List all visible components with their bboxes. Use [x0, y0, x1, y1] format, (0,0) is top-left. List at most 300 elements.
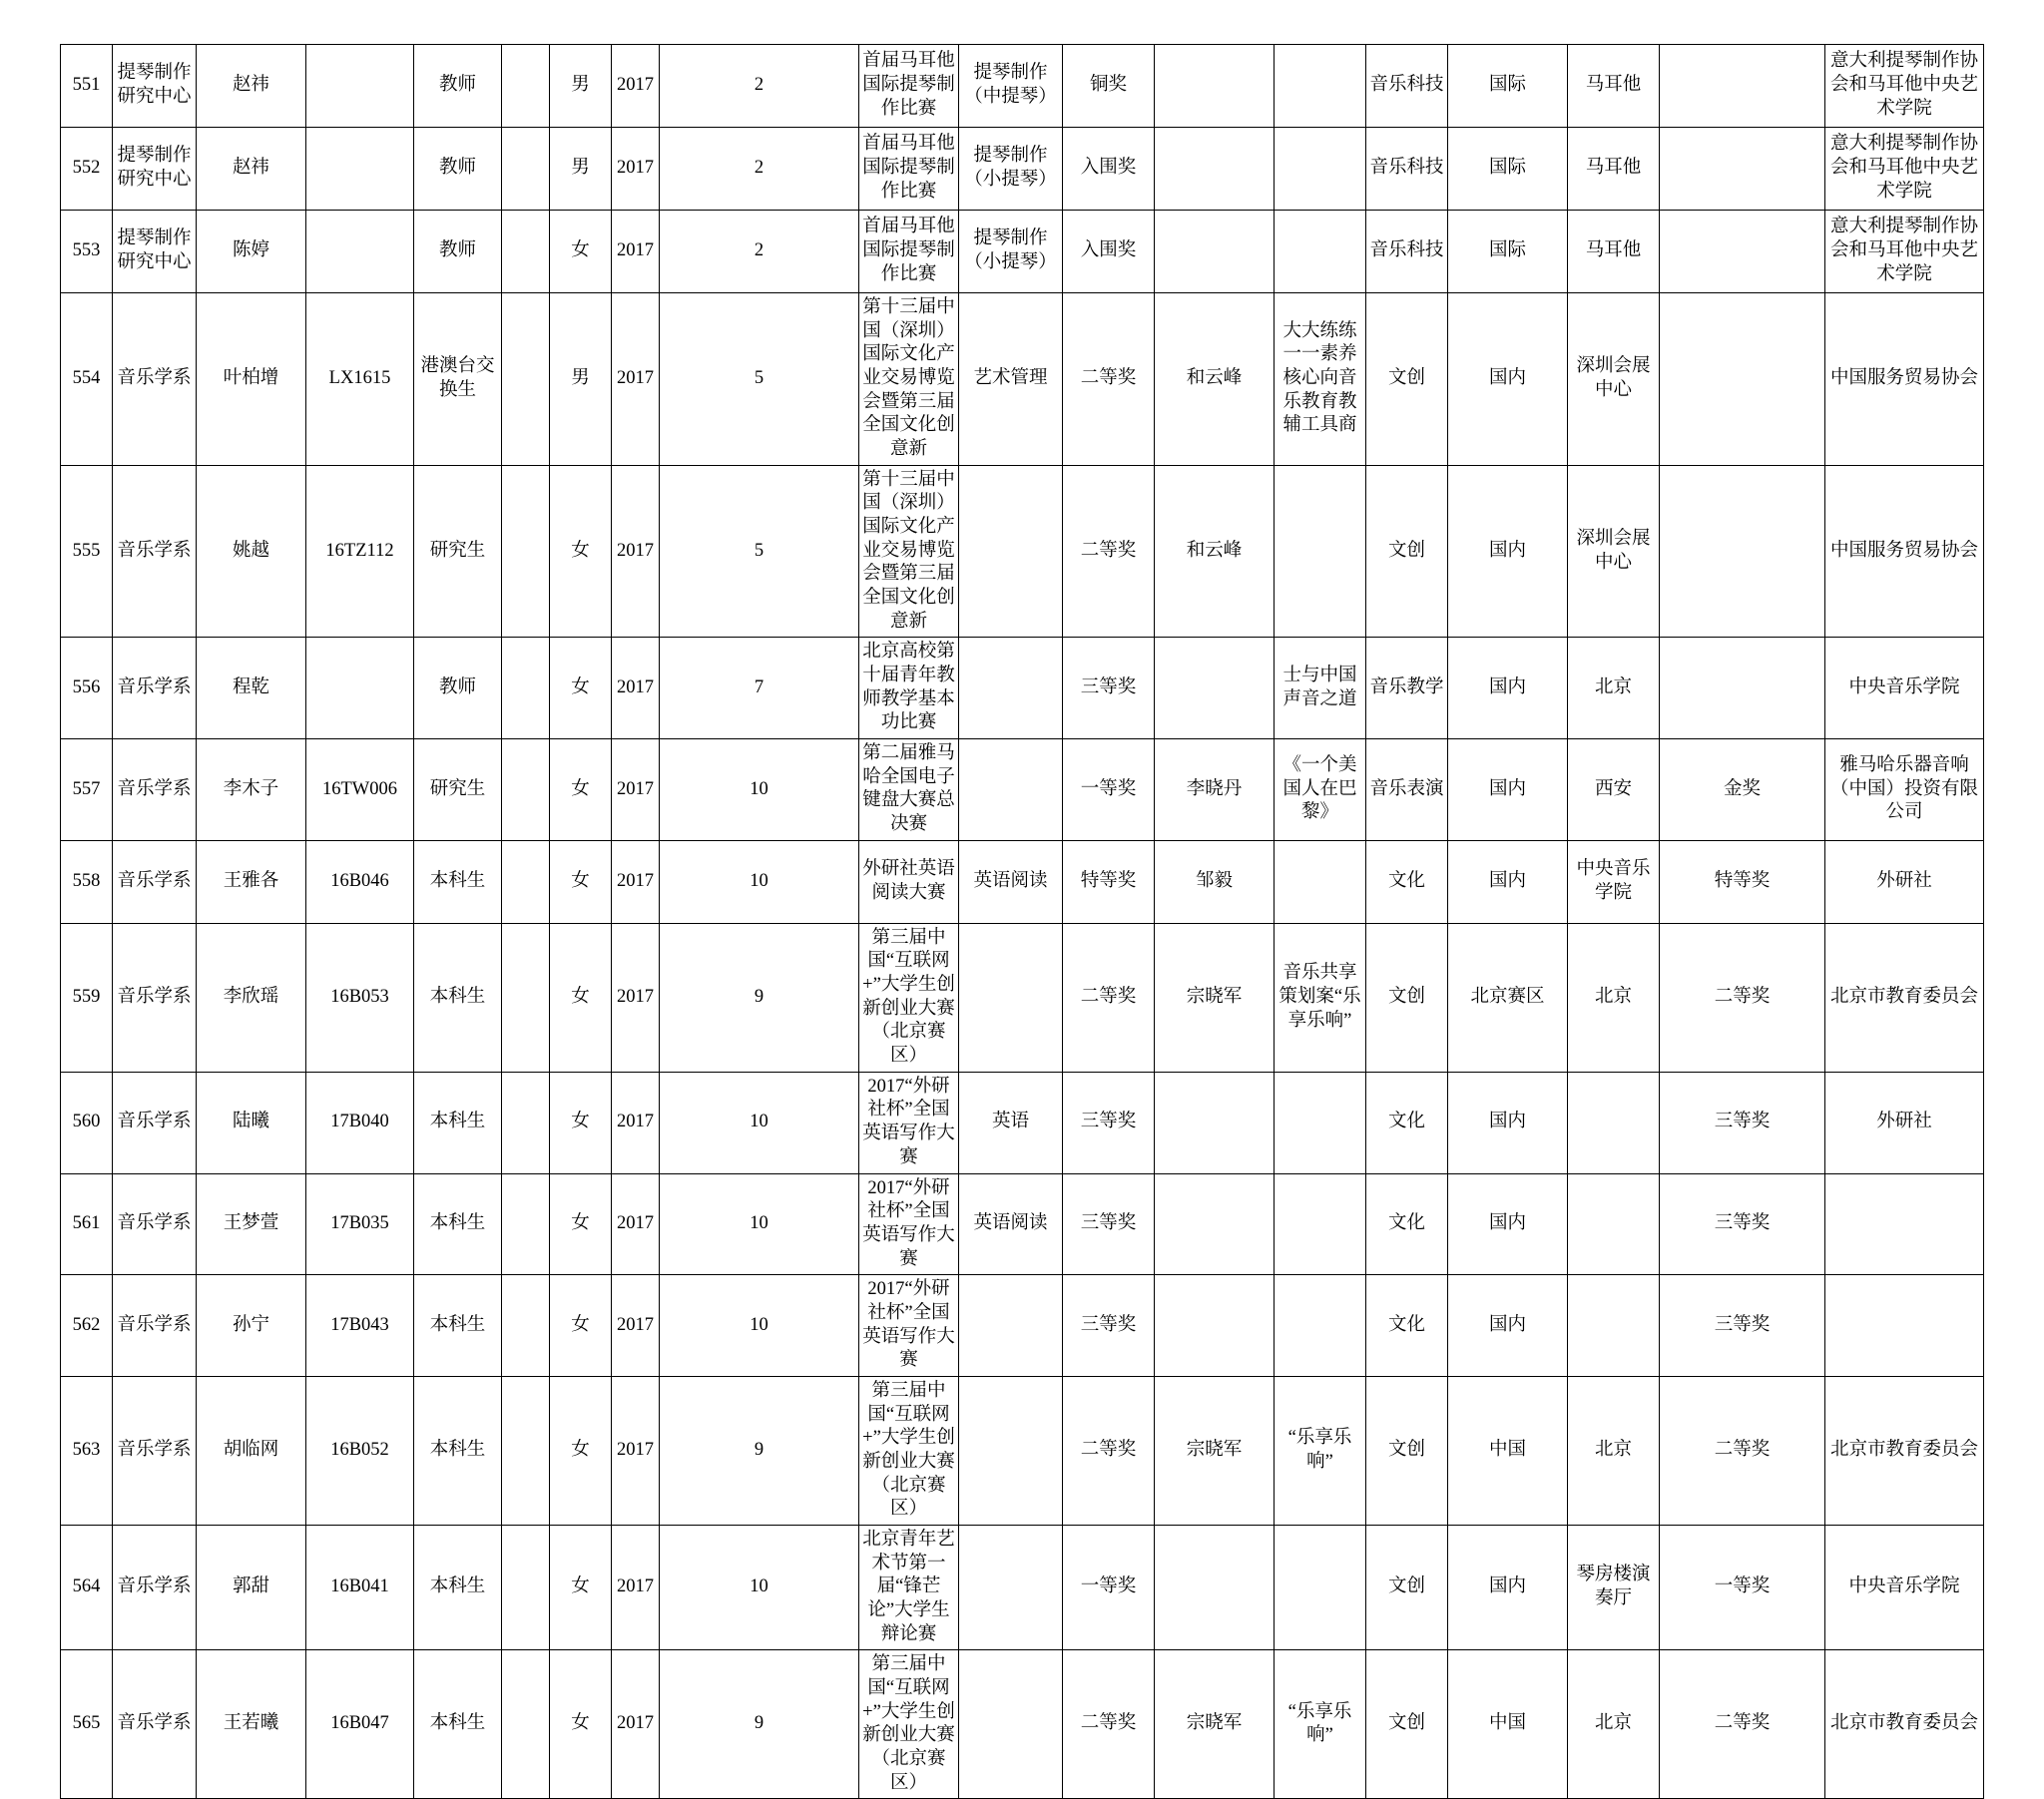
cell-month: 9	[660, 923, 859, 1072]
cell-work	[1275, 1072, 1366, 1173]
cell-identity: 教师	[414, 45, 502, 128]
cell-level: 二等奖	[1063, 1650, 1155, 1799]
cell-year: 2017	[612, 1173, 660, 1275]
cell-host: 意大利提琴制作协会和马耳他中央艺术学院	[1825, 128, 1984, 211]
cell-teacher: 和云峰	[1155, 293, 1275, 466]
cell-level: 二等奖	[1063, 465, 1155, 638]
table-row	[61, 923, 1984, 1072]
cell-no: 555	[61, 465, 113, 638]
cell-sid	[306, 128, 414, 211]
table-row	[61, 1072, 1984, 1173]
cell-gender: 女	[550, 211, 612, 293]
cell-level: 特等奖	[1063, 840, 1155, 923]
cell-work	[1275, 1173, 1366, 1275]
cell-prize: 三等奖	[1660, 1275, 1825, 1377]
cell-host: 外研社	[1825, 840, 1984, 923]
cell-month: 2	[660, 45, 859, 128]
cell-month: 10	[660, 739, 859, 841]
cell-scope: 中国	[1448, 1650, 1568, 1799]
cell-place: 马耳他	[1568, 128, 1660, 211]
cell-item	[959, 1376, 1063, 1525]
cell-prize	[1660, 465, 1825, 638]
cell-month: 10	[660, 1173, 859, 1275]
cell-month: 2	[660, 211, 859, 293]
cell-category: 文创	[1366, 923, 1448, 1072]
cell-contest: 北京高校第十届青年教师教学基本功比赛	[859, 638, 959, 739]
cell-category: 音乐教学	[1366, 638, 1448, 739]
cell-teacher: 宗晓军	[1155, 1376, 1275, 1525]
cell-category: 文创	[1366, 1376, 1448, 1525]
cell-sid: 17B040	[306, 1072, 414, 1173]
cell-scope: 北京赛区	[1448, 923, 1568, 1072]
cell-teacher: 和云峰	[1155, 465, 1275, 638]
cell-no: 557	[61, 739, 113, 841]
table-row	[61, 128, 1984, 211]
cell-gender: 女	[550, 1275, 612, 1377]
cell-scope: 国内	[1448, 1173, 1568, 1275]
cell-work: 《一个美国人在巴黎》	[1275, 739, 1366, 841]
cell-host: 中央音乐学院	[1825, 638, 1984, 739]
cell-sid: 17B043	[306, 1275, 414, 1377]
cell-month: 10	[660, 1275, 859, 1377]
cell-gender: 女	[550, 1072, 612, 1173]
cell-item	[959, 1525, 1063, 1649]
cell-scope: 国际	[1448, 128, 1568, 211]
cell-identity: 本科生	[414, 1525, 502, 1649]
cell-work: 士与中国声音之道	[1275, 638, 1366, 739]
cell-month: 5	[660, 293, 859, 466]
cell-dept: 音乐学系	[113, 739, 197, 841]
cell-dept: 音乐学系	[113, 923, 197, 1072]
cell-gender: 男	[550, 128, 612, 211]
cell-gender: 女	[550, 840, 612, 923]
cell-name: 郭甜	[197, 1525, 306, 1649]
cell-scope: 中国	[1448, 1376, 1568, 1525]
cell-scope: 国内	[1448, 1072, 1568, 1173]
cell-work: “乐享乐响”	[1275, 1376, 1366, 1525]
cell-work	[1275, 211, 1366, 293]
cell-prize	[1660, 293, 1825, 466]
cell-prize	[1660, 45, 1825, 128]
cell-name: 胡临网	[197, 1376, 306, 1525]
cell-item: 提琴制作（中提琴）	[959, 45, 1063, 128]
cell-contest: 第十三届中国（深圳）国际文化产业交易博览会暨第三届全国文化创意新	[859, 465, 959, 638]
cell-contest: 第三届中国“互联网+”大学生创新创业大赛（北京赛区）	[859, 1376, 959, 1525]
cell-place: 西安	[1568, 739, 1660, 841]
cell-item	[959, 739, 1063, 841]
table-row	[61, 1650, 1984, 1799]
cell-no: 551	[61, 45, 113, 128]
cell-gender: 女	[550, 1173, 612, 1275]
cell-name: 姚越	[197, 465, 306, 638]
cell-prize: 三等奖	[1660, 1173, 1825, 1275]
cell-dept: 音乐学系	[113, 638, 197, 739]
cell-month: 10	[660, 1525, 859, 1649]
cell-no: 565	[61, 1650, 113, 1799]
cell-sid: 16B047	[306, 1650, 414, 1799]
cell-item: 英语阅读	[959, 840, 1063, 923]
cell-dept: 提琴制作研究中心	[113, 45, 197, 128]
cell-dept: 提琴制作研究中心	[113, 128, 197, 211]
cell-no: 554	[61, 293, 113, 466]
cell-category: 音乐科技	[1366, 128, 1448, 211]
cell-prize	[1660, 638, 1825, 739]
cell-name: 王雅各	[197, 840, 306, 923]
cell-name: 李木子	[197, 739, 306, 841]
cell-prize: 特等奖	[1660, 840, 1825, 923]
cell-no: 556	[61, 638, 113, 739]
cell-month: 2	[660, 128, 859, 211]
cell-scope: 国内	[1448, 293, 1568, 466]
cell-place: 北京	[1568, 1376, 1660, 1525]
cell-year: 2017	[612, 1650, 660, 1799]
cell-dept: 音乐学系	[113, 840, 197, 923]
cell-no: 559	[61, 923, 113, 1072]
cell-sid	[306, 638, 414, 739]
cell-contest: 第三届中国“互联网+”大学生创新创业大赛（北京赛区）	[859, 1650, 959, 1799]
cell-place: 深圳会展中心	[1568, 293, 1660, 466]
cell-category: 文化	[1366, 1173, 1448, 1275]
cell-blank	[502, 465, 550, 638]
cell-dept: 提琴制作研究中心	[113, 211, 197, 293]
cell-item	[959, 1275, 1063, 1377]
cell-host: 中国服务贸易协会	[1825, 465, 1984, 638]
cell-year: 2017	[612, 465, 660, 638]
cell-blank	[502, 45, 550, 128]
cell-name: 陈婷	[197, 211, 306, 293]
cell-category: 音乐表演	[1366, 739, 1448, 841]
cell-host: 中国服务贸易协会	[1825, 293, 1984, 466]
cell-sid: 16TW006	[306, 739, 414, 841]
cell-prize: 一等奖	[1660, 1525, 1825, 1649]
cell-teacher	[1155, 638, 1275, 739]
cell-year: 2017	[612, 1275, 660, 1377]
cell-identity: 港澳台交换生	[414, 293, 502, 466]
cell-scope: 国内	[1448, 1275, 1568, 1377]
cell-host	[1825, 1275, 1984, 1377]
cell-blank	[502, 293, 550, 466]
table-row	[61, 739, 1984, 841]
cell-item	[959, 638, 1063, 739]
cell-teacher	[1155, 1275, 1275, 1377]
cell-name: 王若曦	[197, 1650, 306, 1799]
table-row	[61, 293, 1984, 466]
cell-sid: 17B035	[306, 1173, 414, 1275]
cell-level: 三等奖	[1063, 1173, 1155, 1275]
cell-month: 9	[660, 1650, 859, 1799]
cell-gender: 男	[550, 45, 612, 128]
cell-contest: 第三届中国“互联网+”大学生创新创业大赛（北京赛区）	[859, 923, 959, 1072]
cell-no: 563	[61, 1376, 113, 1525]
cell-contest: 外研社英语阅读大赛	[859, 840, 959, 923]
cell-month: 10	[660, 1072, 859, 1173]
award-records-table	[60, 44, 1984, 1799]
cell-identity: 本科生	[414, 1650, 502, 1799]
cell-category: 文创	[1366, 1525, 1448, 1649]
cell-place: 马耳他	[1568, 211, 1660, 293]
table-row	[61, 1173, 1984, 1275]
cell-year: 2017	[612, 923, 660, 1072]
cell-item: 英语	[959, 1072, 1063, 1173]
cell-gender: 女	[550, 1376, 612, 1525]
cell-place: 中央音乐学院	[1568, 840, 1660, 923]
cell-level: 三等奖	[1063, 1275, 1155, 1377]
cell-no: 561	[61, 1173, 113, 1275]
cell-level: 入围奖	[1063, 128, 1155, 211]
cell-prize: 三等奖	[1660, 1072, 1825, 1173]
cell-work: 大大练练一一素养核心向音乐教育教辅工具商	[1275, 293, 1366, 466]
cell-host: 北京市教育委员会	[1825, 1650, 1984, 1799]
cell-blank	[502, 1650, 550, 1799]
cell-blank	[502, 211, 550, 293]
cell-category: 文创	[1366, 293, 1448, 466]
cell-prize	[1660, 128, 1825, 211]
cell-dept: 音乐学系	[113, 1376, 197, 1525]
cell-identity: 研究生	[414, 739, 502, 841]
cell-sid: 16B041	[306, 1525, 414, 1649]
cell-name: 孙宁	[197, 1275, 306, 1377]
cell-host: 外研社	[1825, 1072, 1984, 1173]
cell-dept: 音乐学系	[113, 293, 197, 466]
cell-no: 558	[61, 840, 113, 923]
cell-identity: 研究生	[414, 465, 502, 638]
cell-dept: 音乐学系	[113, 1525, 197, 1649]
cell-identity: 教师	[414, 211, 502, 293]
cell-teacher: 邹毅	[1155, 840, 1275, 923]
cell-identity: 教师	[414, 638, 502, 739]
cell-blank	[502, 1275, 550, 1377]
cell-item: 提琴制作（小提琴）	[959, 128, 1063, 211]
table-row	[61, 1275, 1984, 1377]
cell-sid: 16B053	[306, 923, 414, 1072]
cell-teacher	[1155, 1072, 1275, 1173]
cell-year: 2017	[612, 1376, 660, 1525]
table-row	[61, 840, 1984, 923]
cell-item: 提琴制作（小提琴）	[959, 211, 1063, 293]
cell-name: 王梦萱	[197, 1173, 306, 1275]
cell-work: 音乐共享策划案“乐享乐响”	[1275, 923, 1366, 1072]
cell-contest: 2017“外研社杯”全国英语写作大赛	[859, 1072, 959, 1173]
cell-item: 英语阅读	[959, 1173, 1063, 1275]
cell-teacher: 李晓丹	[1155, 739, 1275, 841]
cell-category: 文创	[1366, 465, 1448, 638]
cell-place: 琴房楼演奏厅	[1568, 1525, 1660, 1649]
cell-identity: 本科生	[414, 923, 502, 1072]
cell-blank	[502, 638, 550, 739]
cell-place	[1568, 1275, 1660, 1377]
cell-sid: 16TZ112	[306, 465, 414, 638]
cell-gender: 男	[550, 293, 612, 466]
cell-year: 2017	[612, 1525, 660, 1649]
table-row	[61, 45, 1984, 128]
cell-name: 赵祎	[197, 128, 306, 211]
cell-place: 北京	[1568, 1650, 1660, 1799]
cell-name: 陆曦	[197, 1072, 306, 1173]
table-row	[61, 638, 1984, 739]
cell-scope: 国内	[1448, 739, 1568, 841]
cell-work: “乐享乐响”	[1275, 1650, 1366, 1799]
cell-category: 文化	[1366, 1072, 1448, 1173]
cell-gender: 女	[550, 465, 612, 638]
cell-name: 程乾	[197, 638, 306, 739]
cell-sid: 16B052	[306, 1376, 414, 1525]
cell-blank	[502, 840, 550, 923]
cell-work	[1275, 1525, 1366, 1649]
cell-level: 三等奖	[1063, 1072, 1155, 1173]
cell-prize: 金奖	[1660, 739, 1825, 841]
cell-host: 北京市教育委员会	[1825, 923, 1984, 1072]
cell-category: 音乐科技	[1366, 211, 1448, 293]
cell-blank	[502, 739, 550, 841]
cell-identity: 本科生	[414, 840, 502, 923]
cell-gender: 女	[550, 739, 612, 841]
cell-blank	[502, 923, 550, 1072]
cell-name: 叶柏增	[197, 293, 306, 466]
cell-blank	[502, 1525, 550, 1649]
cell-dept: 音乐学系	[113, 465, 197, 638]
cell-host: 意大利提琴制作协会和马耳他中央艺术学院	[1825, 45, 1984, 128]
cell-category: 音乐科技	[1366, 45, 1448, 128]
cell-teacher: 宗晓军	[1155, 1650, 1275, 1799]
cell-blank	[502, 1376, 550, 1525]
cell-teacher	[1155, 128, 1275, 211]
cell-no: 564	[61, 1525, 113, 1649]
cell-year: 2017	[612, 293, 660, 466]
cell-year: 2017	[612, 1072, 660, 1173]
cell-prize: 二等奖	[1660, 923, 1825, 1072]
cell-year: 2017	[612, 840, 660, 923]
cell-blank	[502, 1173, 550, 1275]
cell-work	[1275, 1275, 1366, 1377]
cell-contest: 北京青年艺术节第一届“锋芒论”大学生辩论赛	[859, 1525, 959, 1649]
cell-contest: 首届马耳他国际提琴制作比赛	[859, 45, 959, 128]
cell-gender: 女	[550, 1650, 612, 1799]
cell-host: 雅马哈乐器音响（中国）投资有限公司	[1825, 739, 1984, 841]
cell-scope: 国内	[1448, 465, 1568, 638]
cell-place	[1568, 1173, 1660, 1275]
cell-category: 文化	[1366, 840, 1448, 923]
cell-teacher	[1155, 211, 1275, 293]
table-row	[61, 1376, 1984, 1525]
cell-identity: 本科生	[414, 1275, 502, 1377]
cell-contest: 首届马耳他国际提琴制作比赛	[859, 128, 959, 211]
cell-month: 10	[660, 840, 859, 923]
cell-category: 文化	[1366, 1275, 1448, 1377]
cell-place: 北京	[1568, 923, 1660, 1072]
cell-prize: 二等奖	[1660, 1650, 1825, 1799]
cell-contest: 首届马耳他国际提琴制作比赛	[859, 211, 959, 293]
cell-level: 一等奖	[1063, 1525, 1155, 1649]
cell-dept: 音乐学系	[113, 1173, 197, 1275]
cell-blank	[502, 1072, 550, 1173]
cell-host: 中央音乐学院	[1825, 1525, 1984, 1649]
cell-dept: 音乐学系	[113, 1072, 197, 1173]
cell-dept: 音乐学系	[113, 1275, 197, 1377]
cell-scope: 国际	[1448, 211, 1568, 293]
cell-place: 深圳会展中心	[1568, 465, 1660, 638]
cell-item	[959, 1650, 1063, 1799]
cell-year: 2017	[612, 128, 660, 211]
cell-scope: 国内	[1448, 840, 1568, 923]
cell-no: 553	[61, 211, 113, 293]
cell-name: 李欣瑶	[197, 923, 306, 1072]
cell-teacher	[1155, 1525, 1275, 1649]
cell-teacher	[1155, 1173, 1275, 1275]
cell-place: 北京	[1568, 638, 1660, 739]
cell-contest: 第十三届中国（深圳）国际文化产业交易博览会暨第三届全国文化创意新	[859, 293, 959, 466]
cell-gender: 女	[550, 1525, 612, 1649]
cell-contest: 2017“外研社杯”全国英语写作大赛	[859, 1275, 959, 1377]
cell-gender: 女	[550, 638, 612, 739]
cell-scope: 国际	[1448, 45, 1568, 128]
cell-host	[1825, 1173, 1984, 1275]
cell-item: 艺术管理	[959, 293, 1063, 466]
cell-work	[1275, 45, 1366, 128]
cell-identity: 本科生	[414, 1072, 502, 1173]
cell-item	[959, 465, 1063, 638]
cell-name: 赵祎	[197, 45, 306, 128]
cell-no: 560	[61, 1072, 113, 1173]
cell-prize: 二等奖	[1660, 1376, 1825, 1525]
table-row	[61, 465, 1984, 638]
table-row	[61, 1525, 1984, 1649]
cell-level: 入围奖	[1063, 211, 1155, 293]
table-body	[61, 45, 1984, 1799]
cell-work	[1275, 840, 1366, 923]
cell-item	[959, 923, 1063, 1072]
cell-blank	[502, 128, 550, 211]
cell-teacher	[1155, 45, 1275, 128]
cell-contest: 第二届雅马哈全国电子键盘大赛总决赛	[859, 739, 959, 841]
cell-level: 二等奖	[1063, 293, 1155, 466]
cell-year: 2017	[612, 638, 660, 739]
cell-level: 三等奖	[1063, 638, 1155, 739]
cell-month: 9	[660, 1376, 859, 1525]
cell-level: 二等奖	[1063, 923, 1155, 1072]
cell-year: 2017	[612, 739, 660, 841]
cell-no: 562	[61, 1275, 113, 1377]
cell-year: 2017	[612, 45, 660, 128]
cell-identity: 本科生	[414, 1376, 502, 1525]
cell-host: 意大利提琴制作协会和马耳他中央艺术学院	[1825, 211, 1984, 293]
cell-work	[1275, 465, 1366, 638]
cell-category: 文创	[1366, 1650, 1448, 1799]
cell-sid: LX1615	[306, 293, 414, 466]
cell-gender: 女	[550, 923, 612, 1072]
cell-level: 铜奖	[1063, 45, 1155, 128]
cell-prize	[1660, 211, 1825, 293]
cell-identity: 本科生	[414, 1173, 502, 1275]
cell-year: 2017	[612, 211, 660, 293]
cell-identity: 教师	[414, 128, 502, 211]
cell-sid: 16B046	[306, 840, 414, 923]
cell-month: 5	[660, 465, 859, 638]
cell-contest: 2017“外研社杯”全国英语写作大赛	[859, 1173, 959, 1275]
cell-scope: 国内	[1448, 1525, 1568, 1649]
cell-sid	[306, 45, 414, 128]
cell-sid	[306, 211, 414, 293]
cell-level: 一等奖	[1063, 739, 1155, 841]
cell-host: 北京市教育委员会	[1825, 1376, 1984, 1525]
cell-place	[1568, 1072, 1660, 1173]
cell-dept: 音乐学系	[113, 1650, 197, 1799]
cell-no: 552	[61, 128, 113, 211]
table-row	[61, 211, 1984, 293]
cell-place: 马耳他	[1568, 45, 1660, 128]
cell-scope: 国内	[1448, 638, 1568, 739]
cell-level: 二等奖	[1063, 1376, 1155, 1525]
cell-teacher: 宗晓军	[1155, 923, 1275, 1072]
